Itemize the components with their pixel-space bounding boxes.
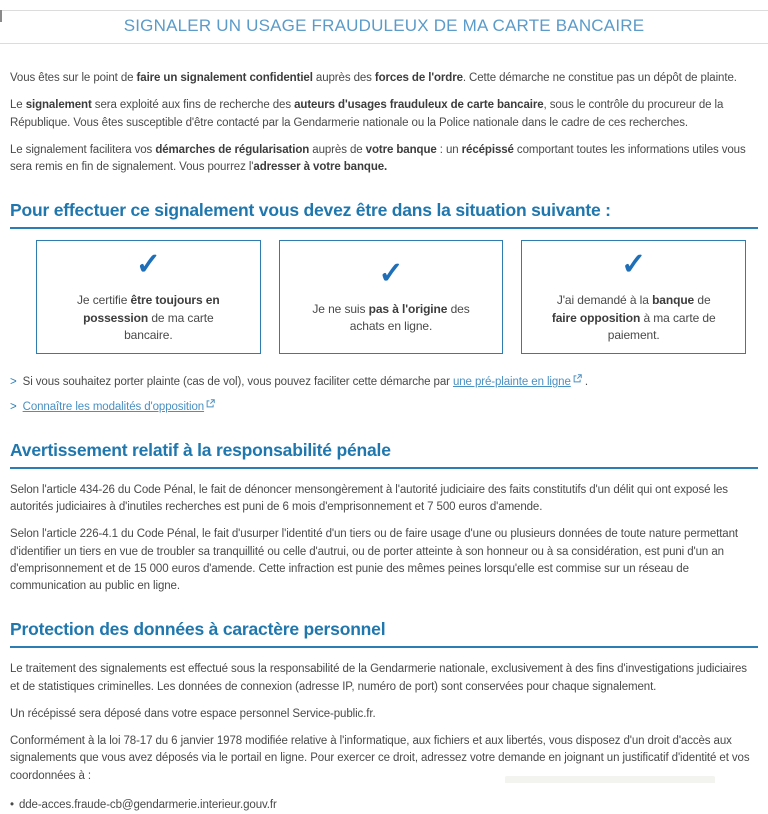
helper-links — [10, 374, 758, 416]
situation-cards — [36, 240, 746, 354]
opposition-link-row — [10, 399, 758, 416]
situation-card-text: Je ne suis pas à l'origine des achats en ligne. — [312, 301, 470, 334]
situation-card-possession — [36, 240, 261, 354]
page-title-bar — [0, 10, 768, 44]
situation-card-origine — [279, 240, 504, 354]
page-title: SIGNALER UN USAGE FRAUDULEUX DE MA CARTE BANCAIRE — [123, 16, 645, 35]
main-content — [0, 70, 768, 814]
section-heading-privacy: Protection des données à caractère personnel — [10, 619, 758, 648]
preplainte-link-row — [10, 374, 758, 391]
external-link-icon — [206, 399, 215, 408]
preplainte-text-prefix: Si vous souhaitez porter plainte (cas de vol), vous pouvez faciliter cette démarche par — [22, 376, 453, 389]
checkmark-icon: ✓ — [621, 248, 647, 282]
screenshot-edge-artifact — [0, 10, 2, 22]
cutoff-bottom-element — [505, 776, 715, 783]
warning-paragraph-1: Selon l'article 434-26 du Code Pénal, le fait de dénoncer mensongèrement à l'autorité judiciaire des faits constitutifs d'un délit qui ont exposé les autorités judiciaires à d'inutiles recherches est puni de 6 mois d'emprisonnement et 7 500 euros d'amende. — [10, 483, 728, 513]
preplainte-link[interactable]: une pré-plainte en ligne — [452, 376, 571, 389]
external-link-icon — [573, 374, 582, 383]
privacy-paragraph-3: Conformément à la loi 78-17 du 6 janvier 1978 modifiée relative à l'informatique, aux fichiers et aux libertés, vous disposez d'un droit d'accès aux signalements que vous avez déposés via le portail en ligne. Pour exercer ce droit, adressez votre demande en joignant un justificatif d'identité et vos coordonnées à : — [10, 735, 750, 782]
intro-paragraph-2: Le signalement sera exploité aux fins de recherche des auteurs d'usages frauduleux de carte bancaire, sous le contrôle du procureur de la République. Vous êtes susceptible d'être contacté par la Gendarmerie nationale ou la Police nationale dans le cadre de ces recherches. — [10, 99, 724, 129]
situation-card-opposition — [521, 240, 746, 354]
chevron-marker: > — [10, 376, 17, 389]
chevron-marker: > — [10, 400, 17, 413]
contact-email-row — [10, 797, 758, 814]
checkmark-icon: ✓ — [378, 256, 404, 290]
section-heading-situation: Pour effectuer ce signalement vous devez être dans la situation suivante : — [10, 200, 758, 229]
privacy-paragraph-2: Un récépissé sera déposé dans votre espace personnel Service-public.fr. — [10, 707, 376, 720]
situation-card-text: J'ai demandé à la banque de faire opposition à ma carte de paiement. — [551, 293, 716, 342]
warning-paragraph-2: Selon l'article 226-4.1 du Code Pénal, le fait d'usurper l'identité d'un tiers ou de faire usage d'une ou plusieurs données de toute nature permettant d'identifier un tiers en vue de troubler sa tranquillité ou celle d'autrui, ou de porter atteinte à son honneur ou à sa considération, est puni d'un an d'emprisonnement et de 15 000 euros d'amende. Cette infraction est punie des mêmes peines lorsqu'elle est commise sur un réseau de communication au public en ligne. — [10, 528, 738, 592]
privacy-paragraph-1: Le traitement des signalements est effectué sous la responsabilité de la Gendarmerie nationale, exclusivement à des fins d'investigations judiciaires et de statistiques criminelles. Les données de connexion (adresse IP, numéro de port) sont conservées pour chaque signalement. — [10, 663, 747, 693]
checkmark-icon: ✓ — [135, 248, 161, 282]
situation-card-text: Je certifie être toujours en possession de ma carte bancaire. — [77, 293, 220, 342]
opposition-link[interactable]: Connaître les modalités d'opposition — [22, 400, 205, 413]
bullet-marker: • — [10, 798, 14, 811]
contact-email: dde-acces.fraude-cb@gendarmerie.interieur.gouv.fr — [18, 798, 277, 811]
section-heading-warning: Avertissement relatif à la responsabilité pénale — [10, 440, 758, 469]
intro-paragraph-1: Vous êtes sur le point de faire un signalement confidentiel auprès des forces de l'ordre. Cette démarche ne constitue pas un dépôt de plainte. — [10, 72, 737, 84]
preplainte-text-suffix: . — [581, 376, 588, 389]
intro-paragraph-3: Le signalement facilitera vos démarches de régularisation auprès de votre banque : un récépissé comportant toutes les informations utiles vous sera remis en fin de signalement. Vous pourrez l'adresser à votre banque. — [10, 143, 746, 173]
